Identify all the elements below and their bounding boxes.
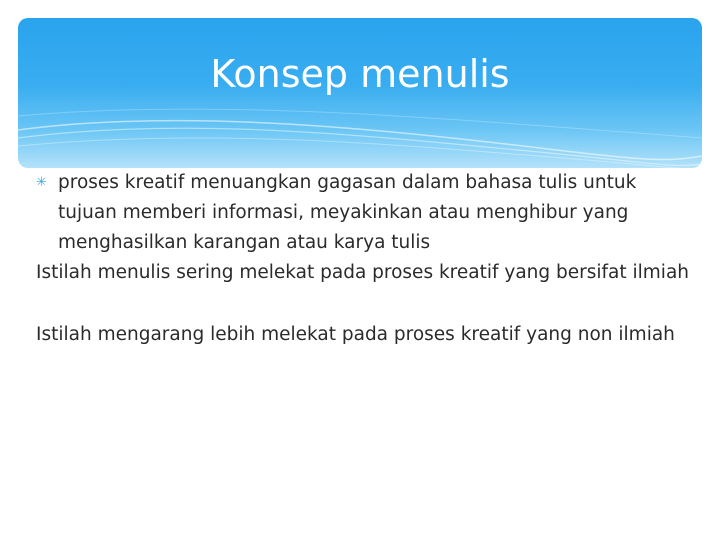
bullet-item [36, 168, 690, 258]
bullet-text: proses kreatif menuangkan gagasan dalam bahasa tulis untuk tujuan memberi informasi, meyakinkan atau menghibur yang menghasilkan karangan atau karya tulis [58, 172, 637, 253]
slide-title: Konsep menulis [210, 52, 510, 96]
paragraph-spacer [36, 288, 690, 320]
asterisk-bullet-icon: ✳ [36, 175, 47, 190]
paragraph-menulis: Istilah menulis sering melekat pada proses kreatif yang bersifat ilmiah [36, 262, 690, 283]
paragraph-mengarang: Istilah mengarang lebih melekat pada proses kreatif yang non ilmiah [36, 324, 675, 345]
slide-body [36, 168, 690, 350]
